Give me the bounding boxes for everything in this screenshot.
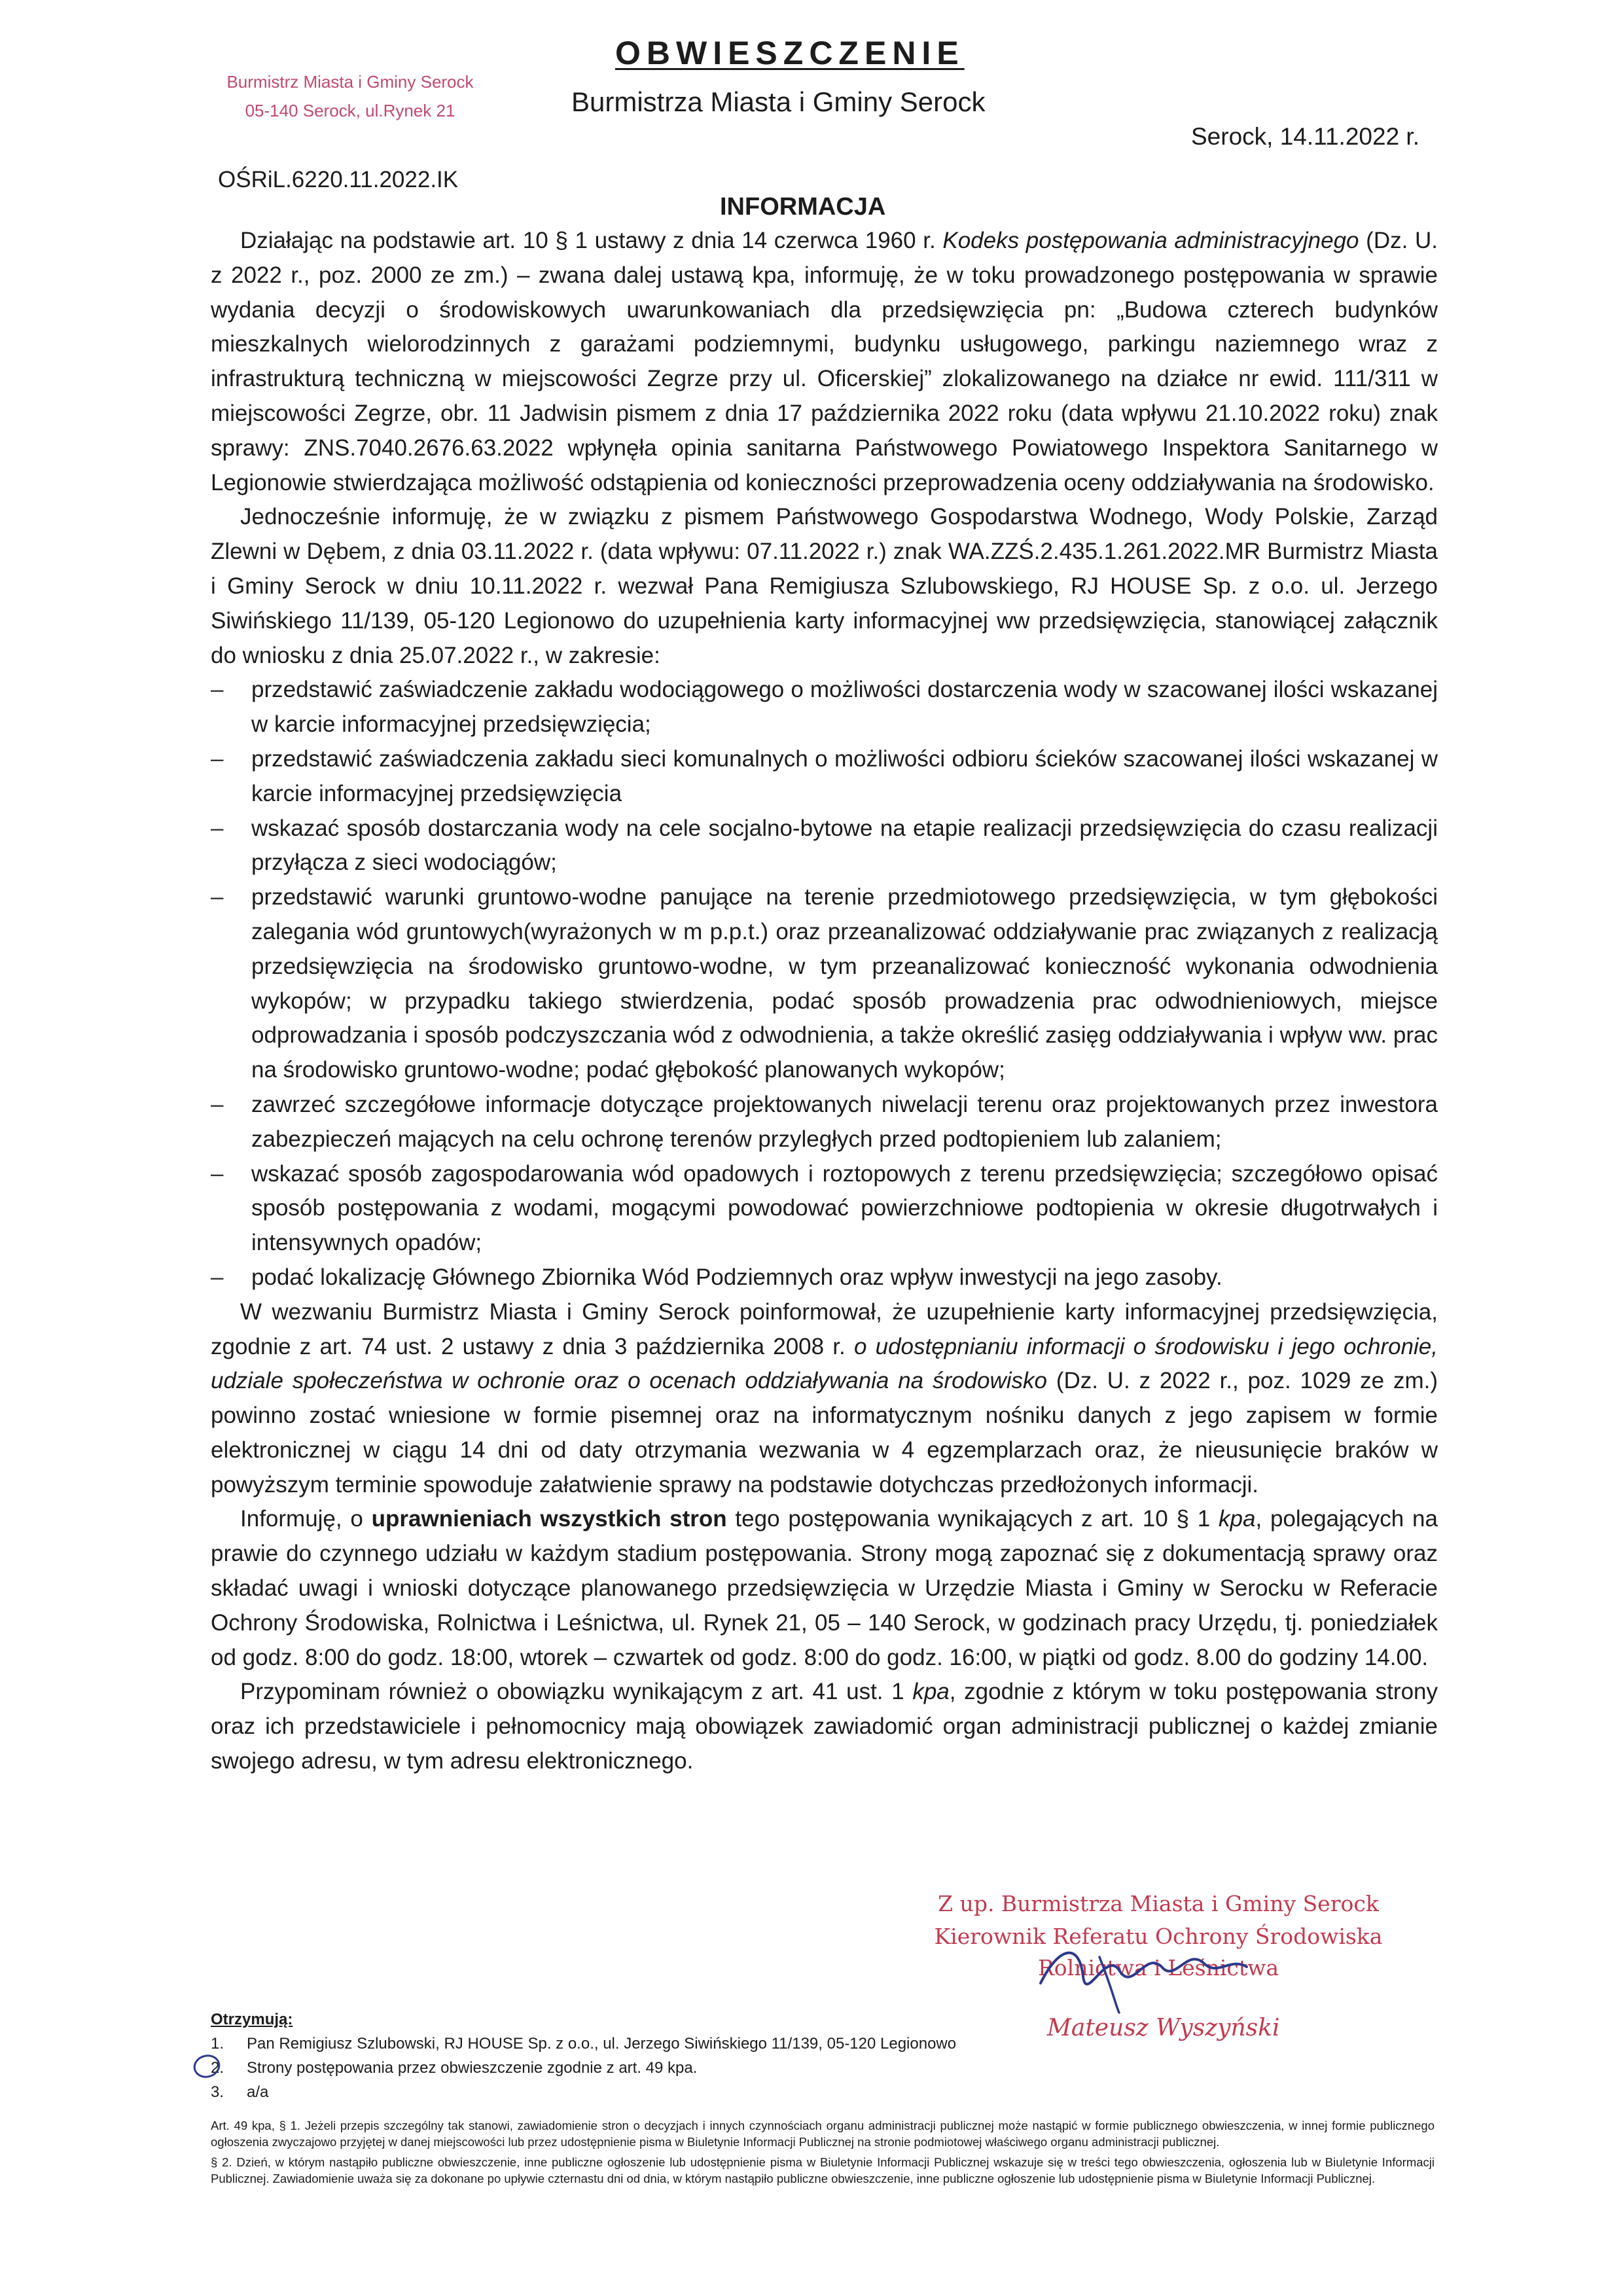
- document-body: [211, 224, 1438, 1779]
- footnote-paragraph-2: § 2. Dzień, w którym nastąpiło publiczne obwieszczenie, inne publiczne ogłoszenie lub udostępnienie pisma w Biuletynie Informacji Publicznej wskazuje się w treści tego obwieszczenia, ogłoszenia lub w Biuletynie Informacji Publicznej. Zawiadomienie uważa się za dokonane po upływie czternastu dni od dnia, w którym nastąpiło publiczne obwieszczenie, inne publiczne ogłoszenie lub udostępnienie pisma w Biuletynie Informacji Publicznej.: [211, 2155, 1435, 2185]
- document-date: Serock, 14.11.2022 r.: [1191, 123, 1419, 150]
- recipient-item: [211, 2034, 1428, 2054]
- paragraph-4-bold: uprawnieniach wszystkich stron: [371, 1506, 727, 1532]
- recipient-number: 1.: [211, 2035, 224, 2053]
- list-item: – wskazać sposób dostarczania wody na cele socjalno-bytowe na etapie realizacji przedsięwzięcia do czasu realizacji przyłącza z sieci wodociągów;: [251, 812, 1438, 881]
- list-item: – wskazać sposób zagospodarowania wód opadowych i roztopowych z terenu przedsięwzięcia; szczegółowo opisać sposób postępowania z wodami, mogącymi powodować powierzchniowe podtopienia w okresie długotrwałych i intensywnych opadów;: [251, 1157, 1438, 1261]
- recipient-number: 2.: [211, 2059, 224, 2077]
- paragraph-5-text-a: Przypominam również o obowiązku wynikającym z art. 41 ust. 1: [240, 1679, 913, 1705]
- requirements-list: [211, 673, 1438, 1295]
- paragraph-5-text-b: , zgodnie z którym w toku postępowania strony oraz ich przedstawiciele i pełnomocnicy mają obowiązek zawiadomić organ administracji publicznej o każdej zmianie swojego adresu, w tym adresu elektronicznego.: [211, 1679, 1438, 1774]
- paragraph-2: Jednocześnie informuję, że w związku z pismem Państwowego Gospodarstwa Wodnego, Wody Polskie, Zarząd Zlewni w Dębem, z dnia 03.11.2022 r. (data wpływu: 07.11.2022 r.) znak WA.ZZŚ.2.435.1.261.2022.MR Burmistrz Miasta i Gminy Serock w dniu 10.11.2022 r. wezwał Pana Remigiusza Szlubowskiego, RJ HOUSE Sp. z o.o. ul. Jerzego Siwińskiego 11/139, 05-120 Legionowo do uzupełnienia karty informacyjnej ww przedsięwzięcia, stanowiącej załącznik do wniosku z dnia 25.07.2022 r., w zakresie:: [211, 504, 1438, 668]
- list-item: – przedstawić zaświadczenia zakładu sieci komunalnych o możliwości odbioru ścieków szacowanej ilości wskazanej w karcie informacyjnej przedsięwzięcia: [251, 742, 1438, 812]
- paragraph-3-text-a: W wezwaniu Burmistrz Miasta i Gminy Serock poinformował, że uzupełnienie karty informacyjnej przedsięwzięcia, zgodnie z art. 74 ust. 2 ustawy z dnia 3 października 2008 r.: [211, 1299, 1438, 1359]
- document-title: OBWIESZCZENIE: [615, 35, 965, 71]
- recipient-item: [211, 2058, 1428, 2078]
- signature-stamp-line2: Kierownik Referatu Ochrony Środowiska: [934, 1924, 1383, 1949]
- recipient-item: [211, 2082, 1428, 2102]
- office-stamp-line1: Burmistrz Miasta i Gminy Serock: [226, 72, 474, 92]
- paragraph-1: [211, 224, 1438, 500]
- paragraph-1-text-b: (Dz. U. z 2022 r., poz. 2000 ze zm.) – zwana dalej ustawą kpa, informuję, że w toku prowadzonego postępowania w sprawie wydania decyzji o środowiskowych uwarunkowaniach dla przedsięwzięcia pn: „Budowa czterech budynków mieszkalnych wielorodzinnych z garażami podziemnymi, budynku usługowego, parkingu naziemnego wraz z infrastrukturą techniczną w miejscowości Zegrze przy ul. Oficerskiej” zlokalizowanego na działce nr ewid. 111/311 w miejscowości Zegrze, obr. 11 Jadwisin pismem z dnia 17 października 2022 roku (data wpływu 21.10.2022 roku) znak sprawy: ZNS.7040.2676.63.2022 wpłynęła opinia sanitarna Państwowego Powiatowego Inspektora Sanitarnego w Legionowie stwierdzająca możliwość odstąpienia od konieczności przeprowadzenia oceny oddziaływania na środowisko.: [211, 228, 1438, 495]
- paragraph-5-italic: kpa: [912, 1679, 950, 1705]
- office-stamp: [167, 67, 533, 125]
- case-signature: OŚRiL.6220.11.2022.IK: [218, 167, 459, 192]
- signatory-name: Mateusz Wyszyński: [1047, 2015, 1280, 2041]
- footnote-paragraph-1: Art. 49 kpa, § 1. Jeżeli przepis szczególny tak stanowi, zawiadomienie stron o decyzjach i innych czynnościach organu administracji publicznej może nastąpić w formie publicznego obwieszczenia, w innej formie publicznego ogłoszenia zwyczajowo przyjętej w danej miejscowości lub przez udostępnienie pisma w Biuletynie Informacji Publicznej na stronie podmiotowej właściwego organu administracji publicznej.: [211, 2119, 1435, 2149]
- list-item: – zawrzeć szczegółowe informacje dotyczące projektowanych niwelacji terenu oraz projektowanych przez inwestora zabezpieczeń mających na celu ochronę terenów przyległych przed podtopieniem lub zalaniem;: [251, 1088, 1438, 1157]
- handwritten-signature: [1021, 1931, 1296, 2016]
- office-stamp-line2: 05-140 Serock, ul.Rynek 21: [245, 101, 455, 120]
- paragraph-4-italic: kpa: [1219, 1506, 1256, 1532]
- signature-stamp-line1: Z up. Burmistrza Miasta i Gminy Serock: [938, 1891, 1379, 1916]
- legal-footnote: [211, 2117, 1435, 2191]
- recipient-number: 3.: [211, 2083, 224, 2101]
- recipient-text: Strony postępowania przez obwieszczenie zgodnie z art. 49 kpa.: [247, 2059, 698, 2077]
- paragraph-1-italic: Kodeks postępowania administracyjnego: [942, 228, 1359, 253]
- list-item: – przedstawić zaświadczenie zakładu wodociągowego o możliwości dostarczenia wody w szacowanej ilości wskazanej w karcie informacyjnej przedsięwzięcia;: [251, 673, 1438, 742]
- paragraph-3-text-b: (Dz. U. z 2022 r., poz. 1029 ze zm.) powinno zostać wniesione w formie pisemnej oraz na informatycznym nośniku danych z jego zapisem w formie elektronicznej w ciągu 14 dni od daty otrzymania wezwania w 4 egzemplarzach oraz, że nieusunięcie braków w powyższym terminie spowoduje załatwienie sprawy na podstawie dotychczas przedłożonych informacji.: [211, 1368, 1438, 1498]
- paragraph-1-text-a: Działając na podstawie art. 10 § 1 ustawy z dnia 14 czerwca 1960 r.: [240, 228, 943, 253]
- signature-stamp-line3: Rolnictwa i Leśnictwa: [1037, 1955, 1279, 1981]
- hand-drawn-circle-mark: [192, 2052, 222, 2081]
- list-item: – przedstawić warunki gruntowo-wodne panujące na terenie przedmiotowego przedsięwzięcia, w tym głębokości zalegania wód gruntowych(wyrażonych w m p.p.t.) oraz przeanalizować oddziaływanie prac związanych z realizacją przedsięwzięcia na środowisko gruntowo-wodne, w tym przeanalizować konieczność wykonania odwodnienia wykopów; w przypadku takiego stwierdzenia, podać sposób prowadzenia prac odwodnieniowych, miejsce odprowadzania i sposób podczyszczania wód z odwodnienia, a także określić zasięg oddziaływania i wpływ ww. prac na środowisko gruntowo-wodne; podać głębokość planowanych wykopów;: [251, 880, 1438, 1088]
- recipients-heading: Otrzymują:: [211, 2011, 293, 2028]
- paragraph-4-text-b: tego postępowania wynikających z art. 10 § 1: [726, 1506, 1219, 1532]
- list-item: – podać lokalizację Głównego Zbiornika Wód Podziemnych oraz wpływ inwestycji na jego zasoby.: [251, 1261, 1438, 1295]
- recipient-text: a/a: [247, 2083, 269, 2101]
- paragraph-3-italic: o udostępnianiu informacji o środowisku i jego ochronie, udziale społeczeństwa w ochronie oraz o ocenach oddziaływania na środowisko: [211, 1333, 1438, 1394]
- paragraph-4-text-c: , polegających na prawie do czynnego udziału w każdym stadium postępowania. Strony mogą zapoznać się z dokumentacją sprawy oraz składać uwagi i wnioski dotyczące planowanego przedsięwzięcia w Urzędzie Miasta i Gminy w Serocku w Referacie Ochrony Środowiska, Rolnictwa i Leśnictwa, ul. Rynek 21, 05 – 140 Serock, w godzinach pracy Urzędu, tj. poniedziałek od godz. 8:00 do godz. 18:00, wtorek – czwartek od godz. 8:00 do godz. 16:00, w piątki od godz. 8.00 do godziny 14.00.: [211, 1506, 1438, 1670]
- recipients-section: [211, 2009, 1428, 2106]
- recipient-text: Pan Remigiusz Szlubowski, RJ HOUSE Sp. z o.o., ul. Jerzego Siwińskiego 11/139, 05-120 Legionowo: [247, 2035, 957, 2053]
- section-heading: INFORMACJA: [720, 193, 886, 221]
- paragraph-4-text-a: Informuję, o: [240, 1506, 372, 1532]
- document-subtitle: Burmistrza Miasta i Gminy Serock: [571, 86, 986, 117]
- paragraph-3: [211, 1295, 1438, 1503]
- paragraph-4: [211, 1502, 1438, 1675]
- paragraph-5: [211, 1675, 1438, 1778]
